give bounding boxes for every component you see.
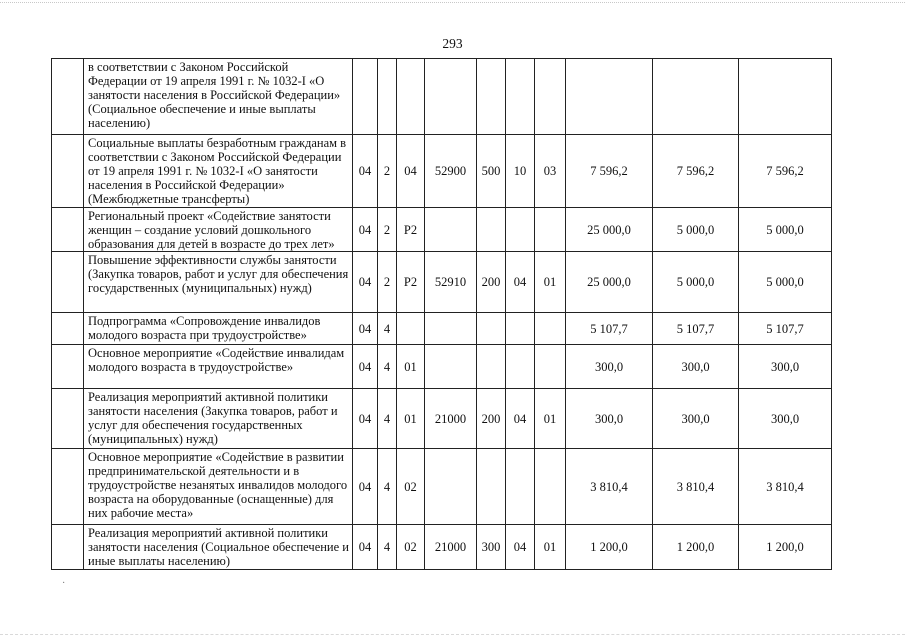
cell-amount-1: 5 107,7 <box>566 313 653 345</box>
cell-subsection: 01 <box>535 252 566 313</box>
cell-subsection <box>535 313 566 345</box>
cell-direction <box>425 449 477 525</box>
cell-amount-3 <box>739 59 832 135</box>
cell-desc: Основное мероприятие «Содействие инвалидам молодого возраста в трудоустройстве» <box>84 345 353 389</box>
cell-subsection: 03 <box>535 135 566 208</box>
cell-subsection <box>535 449 566 525</box>
cell-direction: 52910 <box>425 252 477 313</box>
cell-subprogram: 02 <box>397 449 425 525</box>
cell-amount-2: 1 200,0 <box>653 525 739 570</box>
cell-section <box>506 449 535 525</box>
cell-amount-2: 300,0 <box>653 345 739 389</box>
cell-program: 2 <box>378 208 397 252</box>
cell-subsection <box>535 208 566 252</box>
cell-amount-3: 5 000,0 <box>739 252 832 313</box>
cell-amount-3: 300,0 <box>739 345 832 389</box>
cell-amount-3: 1 200,0 <box>739 525 832 570</box>
cell-program: 2 <box>378 252 397 313</box>
cell-expense-type: 500 <box>477 135 506 208</box>
cell-num <box>52 449 84 525</box>
cell-amount-1: 25 000,0 <box>566 208 653 252</box>
cell-desc: в соответствии с Законом Российской Федерации от 19 апреля 1991 г. № 1032-I «О занятости населения в Российской Федерации» (Социальное обеспечение и иные выплаты населению) <box>84 59 353 135</box>
cell-direction <box>425 208 477 252</box>
cell-section <box>506 345 535 389</box>
table-row <box>52 345 832 389</box>
scan-bottom-edge <box>0 634 905 635</box>
cell-amount-2: 5 107,7 <box>653 313 739 345</box>
cell-desc: Региональный проект «Содействие занятости женщин – создание условий дошкольного образования для детей в возрасте до трех лет» <box>84 208 353 252</box>
cell-num <box>52 59 84 135</box>
table-row <box>52 389 832 449</box>
page-number: 293 <box>442 36 463 51</box>
cell-expense-type <box>477 449 506 525</box>
cell-program: 4 <box>378 449 397 525</box>
cell-subprogram: 02 <box>397 525 425 570</box>
cell-num <box>52 525 84 570</box>
scan-top-edge <box>0 2 905 3</box>
cell-subsection: 01 <box>535 525 566 570</box>
table-row <box>52 525 832 570</box>
cell-subsection <box>535 59 566 135</box>
cell-section <box>506 313 535 345</box>
cell-num <box>52 345 84 389</box>
cell-program: 4 <box>378 345 397 389</box>
cell-direction: 21000 <box>425 525 477 570</box>
cell-ministry <box>353 59 378 135</box>
cell-subprogram <box>397 313 425 345</box>
cell-ministry: 04 <box>353 313 378 345</box>
cell-ministry: 04 <box>353 449 378 525</box>
cell-section <box>506 59 535 135</box>
cell-amount-3: 5 000,0 <box>739 208 832 252</box>
cell-subsection <box>535 345 566 389</box>
cell-amount-2 <box>653 59 739 135</box>
cell-expense-type <box>477 345 506 389</box>
cell-ministry: 04 <box>353 208 378 252</box>
cell-amount-2: 7 596,2 <box>653 135 739 208</box>
cell-amount-1 <box>566 59 653 135</box>
cell-desc: Основное мероприятие «Содействие в развитии предпринимательской деятельности и в трудоустройстве незанятых инвалидов молодого возраста на оборудованные (оснащенные) для них рабочие места» <box>84 449 353 525</box>
cell-program: 4 <box>378 313 397 345</box>
budget-table <box>51 58 832 570</box>
cell-amount-2: 5 000,0 <box>653 252 739 313</box>
cell-amount-1: 7 596,2 <box>566 135 653 208</box>
cell-num <box>52 208 84 252</box>
cell-section: 10 <box>506 135 535 208</box>
table-row <box>52 449 832 525</box>
cell-num <box>52 389 84 449</box>
cell-amount-1: 300,0 <box>566 389 653 449</box>
cell-subprogram <box>397 59 425 135</box>
cell-program: 4 <box>378 525 397 570</box>
cell-amount-1: 300,0 <box>566 345 653 389</box>
cell-desc: Подпрограмма «Сопровождение инвалидов молодого возраста при трудоустройстве» <box>84 313 353 345</box>
cell-expense-type: 300 <box>477 525 506 570</box>
cell-num <box>52 252 84 313</box>
cell-program <box>378 59 397 135</box>
table-row <box>52 313 832 345</box>
cell-program: 4 <box>378 389 397 449</box>
cell-desc: Реализация мероприятий активной политики занятости населения (Социальное обеспечение и иные выплаты населению) <box>84 525 353 570</box>
cell-amount-3: 3 810,4 <box>739 449 832 525</box>
cell-amount-2: 3 810,4 <box>653 449 739 525</box>
cell-subprogram: P2 <box>397 208 425 252</box>
cell-direction: 21000 <box>425 389 477 449</box>
cell-subprogram: 04 <box>397 135 425 208</box>
cell-amount-1: 1 200,0 <box>566 525 653 570</box>
cell-ministry: 04 <box>353 525 378 570</box>
cell-ministry: 04 <box>353 345 378 389</box>
cell-expense-type: 200 <box>477 252 506 313</box>
cell-amount-1: 3 810,4 <box>566 449 653 525</box>
cell-section: 04 <box>506 389 535 449</box>
cell-subprogram: 01 <box>397 389 425 449</box>
cell-subprogram: 01 <box>397 345 425 389</box>
cell-desc: Реализация мероприятий активной политики занятости населения (Закупка товаров, работ и услуг для обеспечения государственных (муниципальных) нужд) <box>84 389 353 449</box>
cell-amount-1: 25 000,0 <box>566 252 653 313</box>
cell-direction <box>425 345 477 389</box>
cell-section <box>506 208 535 252</box>
cell-amount-3: 300,0 <box>739 389 832 449</box>
cell-section: 04 <box>506 525 535 570</box>
cell-expense-type <box>477 59 506 135</box>
cell-amount-2: 5 000,0 <box>653 208 739 252</box>
budget-table-body <box>52 59 832 570</box>
cell-amount-3: 5 107,7 <box>739 313 832 345</box>
cell-desc: Социальные выплаты безработным гражданам в соответствии с Законом Российской Федерации от 19 апреля 1991 г. № 1032-I «О занятости населения в Российской Федерации» (Межбюджетные трансферты) <box>84 135 353 208</box>
cell-num <box>52 313 84 345</box>
table-row <box>52 135 832 208</box>
cell-program: 2 <box>378 135 397 208</box>
cell-desc: Повышение эффективности службы занятости (Закупка товаров, работ и услуг для обеспечения государственных (муниципальных) нужд) <box>84 252 353 313</box>
cell-subprogram: P2 <box>397 252 425 313</box>
cell-section: 04 <box>506 252 535 313</box>
cell-num <box>52 135 84 208</box>
scan-mark: · <box>62 578 66 589</box>
cell-subsection: 01 <box>535 389 566 449</box>
cell-ministry: 04 <box>353 389 378 449</box>
cell-direction <box>425 313 477 345</box>
cell-expense-type: 200 <box>477 389 506 449</box>
cell-ministry: 04 <box>353 135 378 208</box>
cell-amount-2: 300,0 <box>653 389 739 449</box>
cell-expense-type <box>477 313 506 345</box>
cell-ministry: 04 <box>353 252 378 313</box>
cell-direction <box>425 59 477 135</box>
cell-amount-3: 7 596,2 <box>739 135 832 208</box>
cell-expense-type <box>477 208 506 252</box>
cell-direction: 52900 <box>425 135 477 208</box>
table-row <box>52 208 832 252</box>
table-row <box>52 252 832 313</box>
table-row <box>52 59 832 135</box>
